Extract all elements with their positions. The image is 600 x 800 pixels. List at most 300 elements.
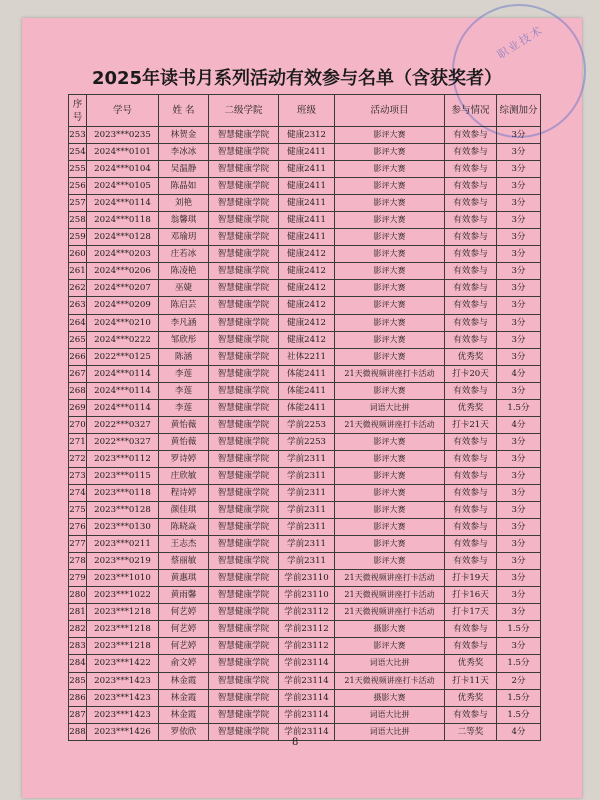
cell-activity: 影评大赛: [335, 297, 445, 314]
cell-bonus: 3分: [497, 314, 541, 331]
cell-name: 蔡丽敏: [159, 553, 209, 570]
cell-name: 李冰冰: [159, 144, 209, 161]
cell-name: 何艺婷: [159, 621, 209, 638]
table-row: [69, 706, 541, 723]
cell-name: 陈涵: [159, 348, 209, 365]
cell-index: 263: [69, 297, 87, 314]
cell-index: 258: [69, 212, 87, 229]
cell-index: 277: [69, 536, 87, 553]
cell-class: 体能2411: [279, 382, 335, 399]
cell-student-id: 2024***0114: [87, 382, 159, 399]
cell-index: 283: [69, 638, 87, 655]
cell-name: 林金霞: [159, 706, 209, 723]
cell-student-id: 2023***0128: [87, 502, 159, 519]
cell-college: 智慧健康学院: [209, 723, 279, 740]
document-title: 2025年读书月系列活动有效参与名单（含获奖者）: [91, 68, 503, 89]
cell-index: 274: [69, 484, 87, 501]
cell-name: 翁馨琪: [159, 212, 209, 229]
cell-activity: 词语大比拼: [335, 706, 445, 723]
cell-class: 健康2412: [279, 314, 335, 331]
cell-index: 271: [69, 433, 87, 450]
cell-name: 黄怡薇: [159, 433, 209, 450]
cell-name: 刘艳: [159, 195, 209, 212]
cell-bonus: 3分: [497, 144, 541, 161]
cell-college: 智慧健康学院: [209, 229, 279, 246]
cell-activity: 21天微视频讲座打卡活动: [335, 587, 445, 604]
cell-bonus: 3分: [497, 382, 541, 399]
cell-class: 学前23112: [279, 604, 335, 621]
cell-activity: 影评大赛: [335, 144, 445, 161]
cell-class: 学前23114: [279, 706, 335, 723]
cell-student-id: 2023***1426: [87, 723, 159, 740]
cell-class: 学前23114: [279, 672, 335, 689]
cell-bonus: 3分: [497, 467, 541, 484]
cell-bonus: 4分: [497, 416, 541, 433]
cell-student-id: 2024***0104: [87, 161, 159, 178]
cell-participation: 有效参与: [445, 178, 497, 195]
cell-activity: 影评大赛: [335, 348, 445, 365]
cell-student-id: 2022***0327: [87, 416, 159, 433]
cell-student-id: 2024***0114: [87, 399, 159, 416]
cell-class: 学前2253: [279, 416, 335, 433]
cell-activity: 影评大赛: [335, 450, 445, 467]
cell-name: 李莲: [159, 365, 209, 382]
cell-bonus: 3分: [497, 348, 541, 365]
table-row: [69, 399, 541, 416]
cell-class: 体能2411: [279, 399, 335, 416]
cell-bonus: 1.5分: [497, 706, 541, 723]
cell-name: 吴温静: [159, 161, 209, 178]
cell-student-id: 2022***0327: [87, 433, 159, 450]
table-row: [69, 297, 541, 314]
cell-name: 庄欣敏: [159, 467, 209, 484]
cell-student-id: 2023***0115: [87, 467, 159, 484]
cell-bonus: 3分: [497, 127, 541, 144]
cell-participation: 有效参与: [445, 127, 497, 144]
cell-activity: 影评大赛: [335, 536, 445, 553]
cell-participation: 有效参与: [445, 280, 497, 297]
cell-participation: 有效参与: [445, 433, 497, 450]
cell-index: 276: [69, 519, 87, 536]
cell-name: 林金霞: [159, 689, 209, 706]
cell-index: 279: [69, 570, 87, 587]
cell-participation: 优秀奖: [445, 655, 497, 672]
cell-activity: 词语大比拼: [335, 723, 445, 740]
cell-name: 程诗婷: [159, 484, 209, 501]
cell-class: 学前23110: [279, 587, 335, 604]
cell-index: 265: [69, 331, 87, 348]
page-number: 8: [292, 737, 299, 748]
cell-bonus: 3分: [497, 161, 541, 178]
cell-college: 智慧健康学院: [209, 502, 279, 519]
cell-student-id: 2023***0235: [87, 127, 159, 144]
cell-college: 智慧健康学院: [209, 382, 279, 399]
cell-index: 270: [69, 416, 87, 433]
cell-student-id: 2024***0105: [87, 178, 159, 195]
cell-index: 257: [69, 195, 87, 212]
cell-class: 学前23112: [279, 638, 335, 655]
cell-participation: 有效参与: [445, 706, 497, 723]
cell-participation: 打卡20天: [445, 365, 497, 382]
table-row: [69, 604, 541, 621]
cell-participation: 优秀奖: [445, 689, 497, 706]
cell-index: 262: [69, 280, 87, 297]
cell-participation: 优秀奖: [445, 399, 497, 416]
cell-class: 健康2412: [279, 280, 335, 297]
cell-name: 陈晓焱: [159, 519, 209, 536]
cell-college: 智慧健康学院: [209, 331, 279, 348]
cell-class: 健康2412: [279, 331, 335, 348]
cell-bonus: 3分: [497, 229, 541, 246]
cell-student-id: 2024***0210: [87, 314, 159, 331]
table-row: [69, 195, 541, 212]
cell-class: 社体2211: [279, 348, 335, 365]
cell-participation: 有效参与: [445, 519, 497, 536]
cell-college: 智慧健康学院: [209, 553, 279, 570]
cell-college: 智慧健康学院: [209, 621, 279, 638]
table-row: [69, 723, 541, 740]
cell-student-id: 2024***0207: [87, 280, 159, 297]
cell-college: 智慧健康学院: [209, 587, 279, 604]
cell-bonus: 1.5分: [497, 689, 541, 706]
cell-student-id: 2023***0112: [87, 450, 159, 467]
cell-college: 智慧健康学院: [209, 689, 279, 706]
cell-activity: 词语大比拼: [335, 655, 445, 672]
cell-participation: 有效参与: [445, 263, 497, 280]
cell-activity: 21天微视频讲座打卡活动: [335, 416, 445, 433]
cell-participation: 有效参与: [445, 382, 497, 399]
cell-index: 286: [69, 689, 87, 706]
cell-student-id: 2023***0118: [87, 484, 159, 501]
cell-index: 268: [69, 382, 87, 399]
cell-class: 学前2311: [279, 519, 335, 536]
cell-student-id: 2024***0203: [87, 246, 159, 263]
cell-class: 健康2411: [279, 178, 335, 195]
table-header: [69, 95, 541, 127]
cell-class: 体能2411: [279, 365, 335, 382]
cell-class: 学前23114: [279, 655, 335, 672]
table-row: [69, 280, 541, 297]
table-row: [69, 365, 541, 382]
cell-activity: 词语大比拼: [335, 399, 445, 416]
cell-index: 253: [69, 127, 87, 144]
cell-index: 282: [69, 621, 87, 638]
cell-activity: 21天微视频讲座打卡活动: [335, 570, 445, 587]
cell-name: 罗诗婷: [159, 450, 209, 467]
cell-college: 智慧健康学院: [209, 280, 279, 297]
table-row: [69, 553, 541, 570]
cell-activity: 影评大赛: [335, 519, 445, 536]
cell-student-id: 2023***1423: [87, 689, 159, 706]
cell-college: 智慧健康学院: [209, 178, 279, 195]
cell-activity: 影评大赛: [335, 229, 445, 246]
cell-bonus: 3分: [497, 195, 541, 212]
cell-student-id: 2024***0128: [87, 229, 159, 246]
cell-student-id: 2023***1022: [87, 587, 159, 604]
cell-class: 健康2411: [279, 144, 335, 161]
cell-activity: 影评大赛: [335, 382, 445, 399]
cell-student-id: 2023***1218: [87, 638, 159, 655]
cell-activity: 影评大赛: [335, 484, 445, 501]
cell-name: 李凡涵: [159, 314, 209, 331]
cell-name: 林贺金: [159, 127, 209, 144]
cell-bonus: 3分: [497, 263, 541, 280]
cell-bonus: 3分: [497, 553, 541, 570]
cell-name: 颜佳琪: [159, 502, 209, 519]
cell-name: 巫婕: [159, 280, 209, 297]
cell-college: 智慧健康学院: [209, 536, 279, 553]
cell-student-id: 2023***0211: [87, 536, 159, 553]
header-student-id: 学号: [87, 95, 159, 127]
cell-class: 健康2412: [279, 263, 335, 280]
cell-student-id: 2024***0206: [87, 263, 159, 280]
cell-participation: 打卡19天: [445, 570, 497, 587]
cell-bonus: 3分: [497, 484, 541, 501]
cell-name: 黄怡薇: [159, 416, 209, 433]
cell-name: 陈凌艳: [159, 263, 209, 280]
cell-activity: 影评大赛: [335, 178, 445, 195]
cell-activity: 影评大赛: [335, 212, 445, 229]
cell-name: 陈启芸: [159, 297, 209, 314]
cell-bonus: 3分: [497, 502, 541, 519]
cell-bonus: 3分: [497, 178, 541, 195]
cell-bonus: 1.5分: [497, 655, 541, 672]
cell-participation: 有效参与: [445, 212, 497, 229]
table-row: [69, 127, 541, 144]
table-row: [69, 212, 541, 229]
cell-participation: 打卡16天: [445, 587, 497, 604]
cell-class: 健康2411: [279, 212, 335, 229]
cell-name: 庄若冰: [159, 246, 209, 263]
cell-participation: 有效参与: [445, 638, 497, 655]
cell-class: 学前2311: [279, 467, 335, 484]
cell-activity: 摄影大赛: [335, 621, 445, 638]
cell-participation: 打卡17天: [445, 604, 497, 621]
header-activity: 活动项目: [335, 95, 445, 127]
cell-activity: 影评大赛: [335, 331, 445, 348]
table-row: [69, 502, 541, 519]
cell-bonus: 3分: [497, 212, 541, 229]
cell-activity: 影评大赛: [335, 502, 445, 519]
cell-college: 智慧健康学院: [209, 365, 279, 382]
cell-index: 267: [69, 365, 87, 382]
table-row: [69, 689, 541, 706]
cell-bonus: 3分: [497, 297, 541, 314]
cell-college: 智慧健康学院: [209, 655, 279, 672]
cell-college: 智慧健康学院: [209, 212, 279, 229]
cell-college: 智慧健康学院: [209, 314, 279, 331]
cell-participation: 有效参与: [445, 297, 497, 314]
header-class: 班级: [279, 95, 335, 127]
cell-bonus: 3分: [497, 450, 541, 467]
cell-bonus: 3分: [497, 587, 541, 604]
cell-name: 何艺婷: [159, 604, 209, 621]
cell-bonus: 3分: [497, 570, 541, 587]
cell-class: 健康2411: [279, 229, 335, 246]
cell-participation: 有效参与: [445, 331, 497, 348]
cell-class: 健康2412: [279, 246, 335, 263]
cell-bonus: 1.5分: [497, 621, 541, 638]
cell-bonus: 3分: [497, 246, 541, 263]
cell-student-id: 2023***1218: [87, 604, 159, 621]
cell-student-id: 2024***0222: [87, 331, 159, 348]
cell-participation: 有效参与: [445, 621, 497, 638]
cell-name: 林金霞: [159, 672, 209, 689]
cell-student-id: 2024***0114: [87, 365, 159, 382]
cell-bonus: 3分: [497, 280, 541, 297]
cell-index: 254: [69, 144, 87, 161]
cell-college: 智慧健康学院: [209, 604, 279, 621]
cell-college: 智慧健康学院: [209, 416, 279, 433]
cell-student-id: 2023***1010: [87, 570, 159, 587]
table-row: [69, 655, 541, 672]
table-row: [69, 382, 541, 399]
cell-college: 智慧健康学院: [209, 519, 279, 536]
cell-class: 健康2411: [279, 161, 335, 178]
cell-name: 王志杰: [159, 536, 209, 553]
cell-student-id: 2023***1422: [87, 655, 159, 672]
cell-index: 273: [69, 467, 87, 484]
cell-student-id: 2022***0125: [87, 348, 159, 365]
cell-participation: 有效参与: [445, 314, 497, 331]
cell-participation: 打卡11天: [445, 672, 497, 689]
cell-activity: 21天微视频讲座打卡活动: [335, 672, 445, 689]
cell-bonus: 3分: [497, 638, 541, 655]
cell-participation: 打卡21天: [445, 416, 497, 433]
cell-class: 学前2311: [279, 536, 335, 553]
cell-participation: 有效参与: [445, 536, 497, 553]
cell-index: 275: [69, 502, 87, 519]
cell-activity: 摄影大赛: [335, 689, 445, 706]
cell-participation: 优秀奖: [445, 348, 497, 365]
header-index: 序号: [69, 95, 87, 127]
cell-index: 266: [69, 348, 87, 365]
cell-activity: 21天微视频讲座打卡活动: [335, 365, 445, 382]
cell-index: 284: [69, 655, 87, 672]
table-row: [69, 331, 541, 348]
cell-student-id: 2023***1423: [87, 706, 159, 723]
cell-index: 288: [69, 723, 87, 740]
cell-bonus: 4分: [497, 723, 541, 740]
cell-name: 黄惠琪: [159, 570, 209, 587]
cell-activity: 影评大赛: [335, 638, 445, 655]
cell-participation: 有效参与: [445, 484, 497, 501]
cell-bonus: 3分: [497, 519, 541, 536]
cell-participation: 有效参与: [445, 246, 497, 263]
cell-index: 255: [69, 161, 87, 178]
cell-college: 智慧健康学院: [209, 161, 279, 178]
cell-student-id: 2024***0209: [87, 297, 159, 314]
seal-text: 职业技术: [494, 23, 546, 62]
cell-participation: 有效参与: [445, 229, 497, 246]
table-row: [69, 536, 541, 553]
cell-participation: 有效参与: [445, 553, 497, 570]
cell-class: 学前23114: [279, 723, 335, 740]
cell-activity: 影评大赛: [335, 280, 445, 297]
cell-index: 259: [69, 229, 87, 246]
cell-college: 智慧健康学院: [209, 399, 279, 416]
cell-class: 健康2411: [279, 195, 335, 212]
table-row: [69, 178, 541, 195]
cell-name: 俞文婷: [159, 655, 209, 672]
table-row: [69, 587, 541, 604]
table-row: [69, 229, 541, 246]
cell-index: 285: [69, 672, 87, 689]
cell-index: 278: [69, 553, 87, 570]
table-row: [69, 638, 541, 655]
cell-class: 学前23110: [279, 570, 335, 587]
cell-class: 学前23112: [279, 621, 335, 638]
table-row: [69, 416, 541, 433]
cell-index: 264: [69, 314, 87, 331]
table-row: [69, 144, 541, 161]
cell-name: 李莲: [159, 382, 209, 399]
cell-class: 健康2412: [279, 297, 335, 314]
cell-college: 智慧健康学院: [209, 450, 279, 467]
cell-class: 健康2312: [279, 127, 335, 144]
cell-participation: 有效参与: [445, 502, 497, 519]
cell-college: 智慧健康学院: [209, 297, 279, 314]
table-row: [69, 570, 541, 587]
cell-name: 何艺婷: [159, 638, 209, 655]
cell-student-id: 2024***0101: [87, 144, 159, 161]
table-row: [69, 621, 541, 638]
cell-name: 邹欣彤: [159, 331, 209, 348]
cell-bonus: 3分: [497, 604, 541, 621]
cell-college: 智慧健康学院: [209, 467, 279, 484]
cell-class: 学前2311: [279, 553, 335, 570]
table-row: [69, 314, 541, 331]
cell-index: 261: [69, 263, 87, 280]
cell-index: 260: [69, 246, 87, 263]
cell-college: 智慧健康学院: [209, 484, 279, 501]
cell-participation: 有效参与: [445, 161, 497, 178]
participant-table: [68, 94, 541, 741]
cell-participation: 二等奖: [445, 723, 497, 740]
cell-college: 智慧健康学院: [209, 144, 279, 161]
cell-bonus: 2分: [497, 672, 541, 689]
cell-college: 智慧健康学院: [209, 672, 279, 689]
table-row: [69, 450, 541, 467]
cell-name: 邓瑜玥: [159, 229, 209, 246]
header-bonus: 综测加分: [497, 95, 541, 127]
cell-bonus: 3分: [497, 433, 541, 450]
cell-student-id: 2023***0219: [87, 553, 159, 570]
header-participation: 参与情况: [445, 95, 497, 127]
table-row: [69, 484, 541, 501]
table-row: [69, 161, 541, 178]
header-name: 姓 名: [159, 95, 209, 127]
cell-participation: 有效参与: [445, 144, 497, 161]
cell-bonus: 1.5分: [497, 399, 541, 416]
cell-name: 罗依欣: [159, 723, 209, 740]
cell-index: 281: [69, 604, 87, 621]
cell-index: 272: [69, 450, 87, 467]
cell-activity: 影评大赛: [335, 127, 445, 144]
cell-student-id: 2023***1423: [87, 672, 159, 689]
cell-index: 256: [69, 178, 87, 195]
cell-activity: 21天微视频讲座打卡活动: [335, 604, 445, 621]
table-row: [69, 433, 541, 450]
cell-bonus: 3分: [497, 331, 541, 348]
cell-college: 智慧健康学院: [209, 195, 279, 212]
cell-college: 智慧健康学院: [209, 570, 279, 587]
cell-name: 陈晶如: [159, 178, 209, 195]
table-row: [69, 246, 541, 263]
cell-index: 280: [69, 587, 87, 604]
cell-activity: 影评大赛: [335, 314, 445, 331]
cell-student-id: 2023***1218: [87, 621, 159, 638]
